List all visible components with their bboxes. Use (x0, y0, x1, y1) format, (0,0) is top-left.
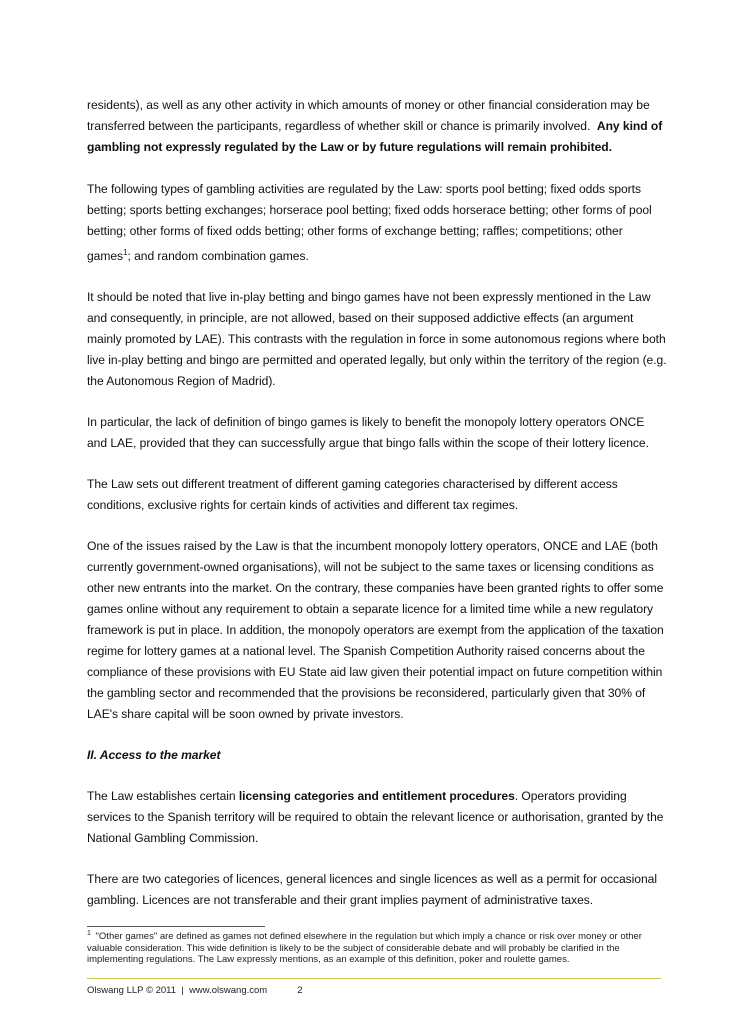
paragraph-monopoly-operators: One of the issues raised by the Law is that the incumbent monopoly lottery operators, ONCE and LAE (both currently government-owned organisations), will not be subject to the same taxes or licensing conditions as other new entrants into the market. On the contrary, these companies have been granted rights to offer some games online without any requirement to obtain a separate licence for a limited time while a new regulatory framework is put in place. In addition, the monopoly operators are exempt from the application of the taxation regime for lottery games at a national level. The Spanish Competition Authority raised concerns about the compliance of these provisions with EU State aid law given their potential impact on future competition within the gambling sector and recommended that the provisions be reconsidered, particularly given that 30% of LAE's share capital will be soon owned by private investors. (87, 539, 664, 722)
paragraph-bingo: In particular, the lack of definition of bingo games is likely to benefit the monopoly lottery operators ONCE and LAE, provided that they can successfully argue that bingo falls within the scope of their lottery licence. (87, 415, 649, 451)
page-footer (87, 985, 303, 996)
paragraph-text: The Law establishes certain (87, 789, 236, 804)
paragraph-licence-categories: There are two categories of licences, general licences and single licences as well as a permit for occasional gambling. Licences are not transferable and their grant implies payment of administrative taxes. (87, 872, 657, 908)
footnote (87, 931, 669, 966)
paragraph-gaming-categories: The Law sets out different treatment of different gaming categories characterised by different access conditions, exclusive rights for certain kinds of activities and different tax regimes. (87, 477, 618, 513)
footer-divider (87, 978, 661, 979)
paragraph-text: The following types of gambling activities are regulated by the Law: sports pool betting; fixed odds sports betting; sports betting exchanges; horserace pool betting; fixed odds horserace betting; other forms of pool betting; other forms of fixed odds betting; other forms of exchange betting; raffles; competitions; other games (87, 182, 652, 264)
footnote-reference: 1 (123, 248, 128, 257)
bold-licensing-text: licensing categories and entitlement procedures (238, 789, 515, 804)
paragraph-text-end: . Operators providing services to the Spanish territory will be required to obtain the relevant licence or authorisation, granted by the National Gambling Commission. (87, 789, 664, 846)
paragraph-live-betting: It should be noted that live in-play betting and bingo games have not been expressly mentioned in the Law and consequently, in principle, are not allowed, based on their supposed addictive effects (an argument mainly promoted by LAE). This contrasts with the regulation in force in some autonomous regions where both live in-play betting and bingo are permitted and operated legally, but only within the territory of the region (e.g. the Autonomous Region of Madrid). (87, 290, 667, 389)
section-heading: II. Access to the market (87, 748, 221, 763)
footnote-divider (87, 926, 265, 927)
paragraph-gambling-definition (87, 95, 667, 158)
page-number: 2 (297, 985, 303, 996)
body-text (87, 95, 667, 931)
paragraph-text: residents), as well as any other activity in which amounts of money or other financial consideration may be transferred between the participants, regardless of whether skill or chance is primarily involved. (87, 98, 650, 133)
paragraph-text-end: ; and random combination games. (127, 249, 309, 264)
paragraph-regulated-types (87, 179, 667, 267)
footer-text: Olswang LLP © 2011 | www.olswang.com (87, 985, 268, 996)
footnote-text: "Other games" are defined as games not defined elsewhere in the regulation but which imply a chance or risk over money or other valuable consideration. This wide definition is likely to be the subject of considerable debate and will probably be clarified in the implementing regulations. The Law expressly mentions, as an example of this definition, poker and roulette games. (87, 931, 642, 966)
paragraph-licensing (87, 786, 667, 849)
footnote-number: 1 (87, 929, 91, 937)
bold-prohibition-text: Any kind of gambling not expressly regulated by the Law or by future regulations will remain prohibited. (87, 119, 663, 154)
